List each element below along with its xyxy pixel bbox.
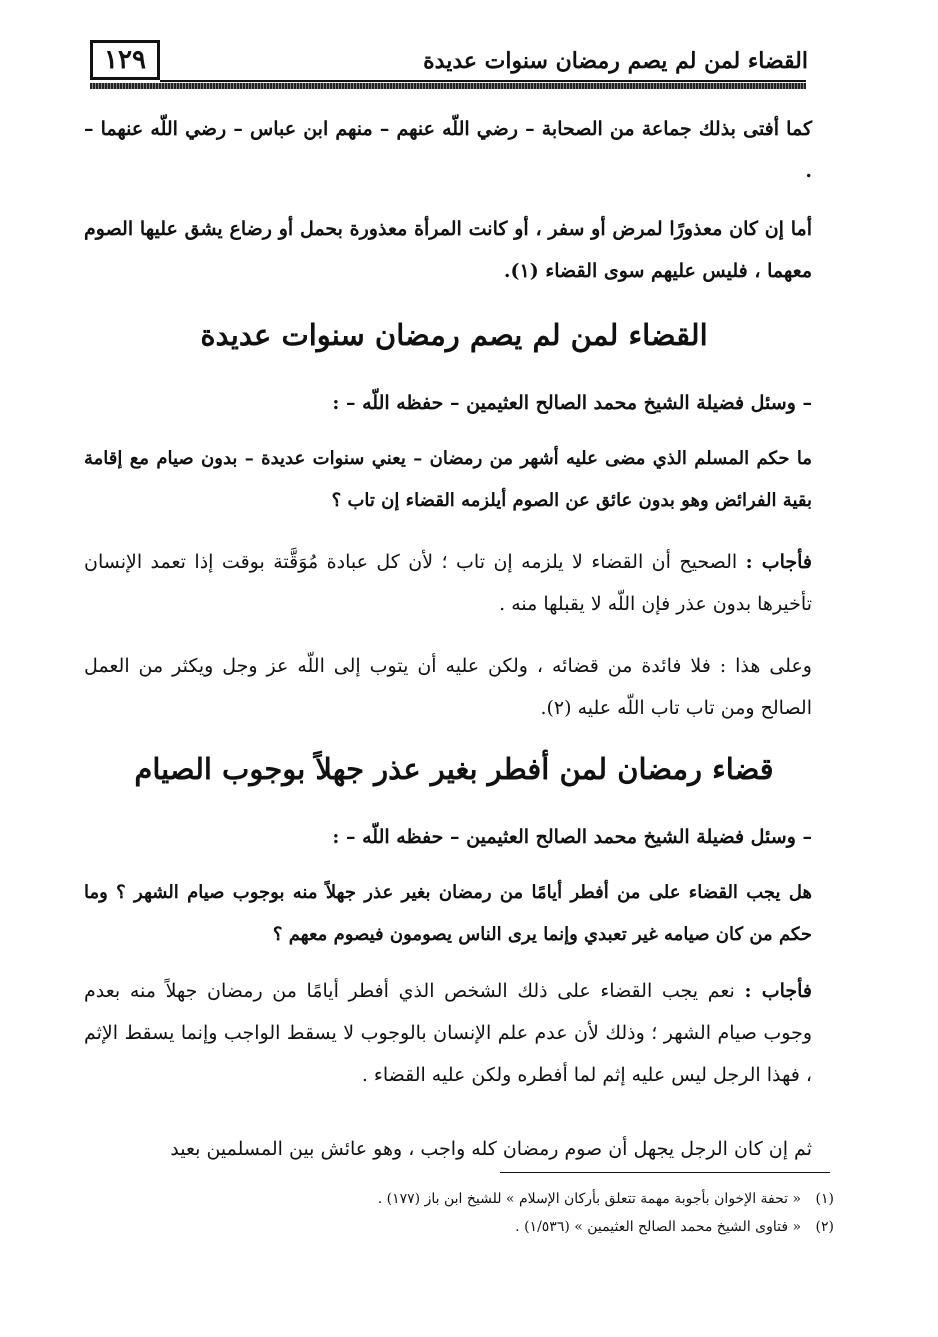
footnote-number: (٢) (815, 1219, 834, 1235)
section-heading-1: القضاء لمن لم يصم رمضان سنوات عديدة (200, 318, 708, 352)
paragraph-continued: ثم إن كان الرجل يجهل أن صوم رمضان كله واجب ، وهو عائش بين المسلمين بعيد (170, 1138, 812, 1160)
section-heading-2: قضاء رمضان لمن أفطر بغير عذر جهلاً بوجوب الصيام (134, 752, 774, 786)
answer-lead-1: فأجاب : (745, 551, 812, 573)
paragraph-companions: كما أفتى بذلك جماعة من الصحابة – رضي اللّه عنهم – منهم ابن عباس – رضي اللّه عنهما – . (84, 118, 812, 182)
footnote-1 (84, 1186, 834, 1212)
answer-1 (84, 541, 812, 625)
question-1: ما حكم المسلم الذي مضى عليه أشهر من رمضان – يعني سنوات عديدة – بدون صيام مع إقامة بقية الفرائض وهو بدون عائق عن الصوم أيلزمه القضاء إن تاب ؟ (84, 448, 812, 511)
footnote-text: « تحفة الإخوان بأجوبة مهمة تتعلق بأركان الإسلام » للشيخ ابن باز (١٧٧) . (377, 1191, 802, 1207)
footnote-rule (500, 1172, 830, 1173)
answer-text-2: نعم يجب القضاء على ذلك الشخص الذي أفطر أيامًا من رمضان جهلاً منه بعدم وجوب صيام الشهر ؛ وذلك لأن عدم علم الإنسان بالوجوب لا يسقط الواجب وإنما يسقط الإثم ، فهذا الرجل ليس عليه إثم لما أفطره ولكن عليه القضاء . (84, 980, 812, 1086)
footnote-2 (84, 1214, 834, 1240)
paragraph-excused: أما إن كان معذورًا لمرض أو سفر ، أو كانت المرأة معذورة بحمل أو رضاع يشق عليها الصوم معهما ، فليس عليهم سوى القضاء (١). (84, 218, 812, 282)
paragraph-repentance: وعلى هذا : فلا فائدة من قضائه ، ولكن عليه أن يتوب إلى اللّه عز وجل ويكثر من العمل الصالح ومن تاب تاب اللّه عليه (٢). (84, 655, 812, 719)
answer-lead-2: فأجاب : (744, 980, 813, 1002)
header-rule (160, 80, 806, 82)
answer-text-1: الصحيح أن القضاء لا يلزمه إن تاب ؛ لأن كل عبادة مُوَقَّتة بوقت إذا تعمد الإنسان تأخيرها بدون عذر فإن اللّه لا يقبلها منه . (84, 551, 812, 615)
answer-2 (84, 970, 812, 1096)
question-2: هل يجب القضاء على من أفطر أيامًا من رمضان بغير عذر جهلاً منه بوجوب صيام الشهر ؟ وما حكم من كان صيامه غير تعبدي وإنما يرى الناس يصومون فيصوم معهم ؟ (84, 882, 812, 945)
page-number: ١٢٩ (104, 45, 146, 75)
running-title: القضاء لمن لم يصم رمضان سنوات عديدة (423, 48, 808, 74)
asked-line-1: – وسئل فضيلة الشيخ محمد الصالح العثيمين – حفظه اللّه – : (332, 392, 812, 414)
footnote-text: « فتاوى الشيخ محمد الصالح العثيمين » (١/٥٣٦) . (515, 1219, 802, 1235)
footnote-number: (١) (815, 1191, 834, 1207)
asked-line-2: – وسئل فضيلة الشيخ محمد الصالح العثيمين – حفظه اللّه – : (332, 826, 812, 848)
page-number-box (90, 40, 160, 80)
header-hatched-rule (90, 83, 806, 89)
